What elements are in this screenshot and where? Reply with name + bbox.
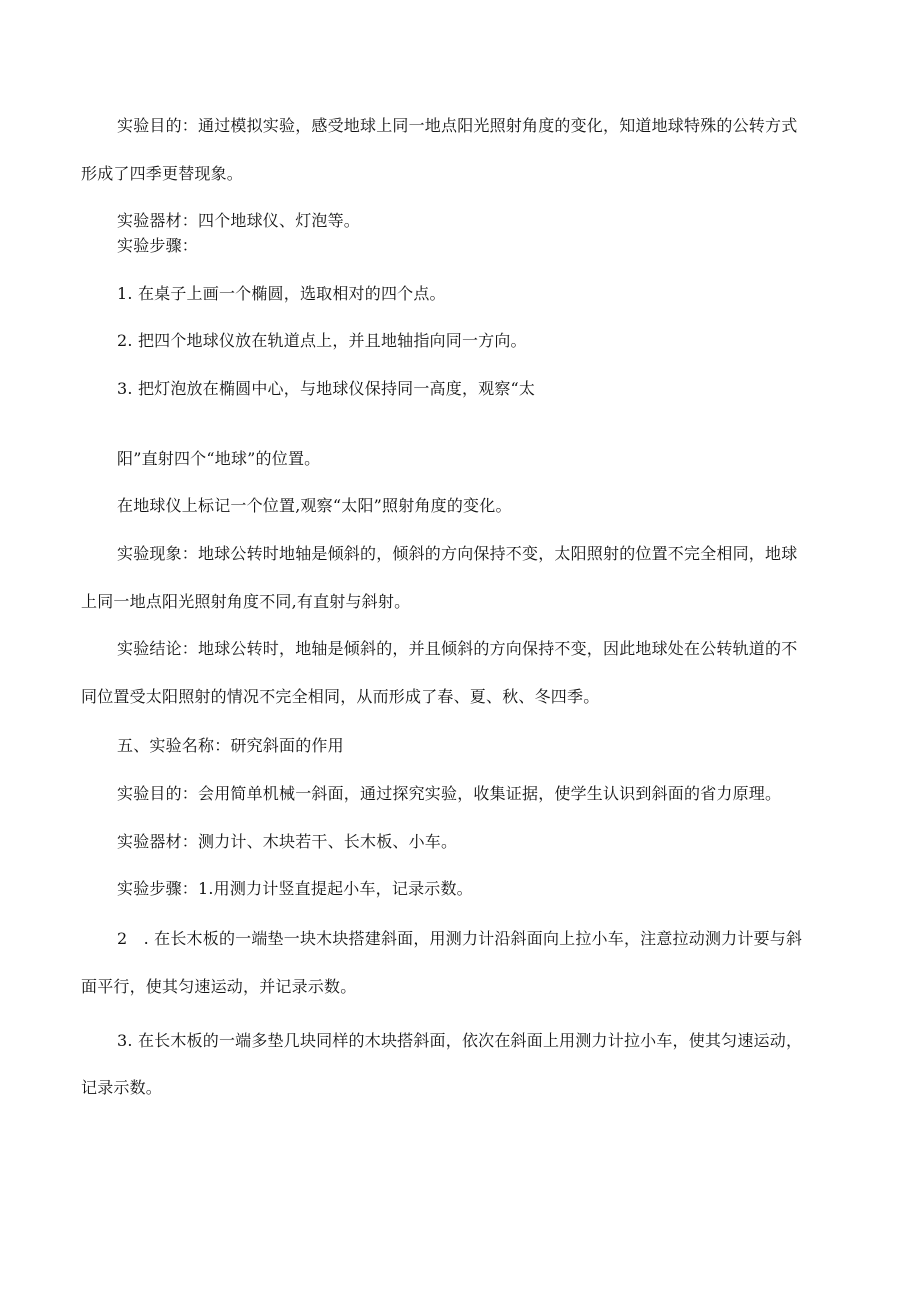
paragraph-line: 实验目的：会用简单机械一斜面，通过探究实验，收集证据，使学生认识到斜面的省力原理。 [117, 784, 782, 803]
list-item: 3. 在长木板的一端多垫几块同样的木块搭斜面，依次在斜面上用测力计拉小车，使其匀速运动， [117, 1031, 803, 1050]
paragraph-line: 实验结论：地球公转时，地轴是倾斜的，并且倾斜的方向保持不变，因此地球处在公转轨道的不 [117, 639, 798, 658]
paragraph-line: 实验步骤：1.用测力计竖直提起小车，记录示数。 [117, 879, 473, 898]
paragraph-line: 面平行，使其匀速运动，并记录示数。 [81, 977, 357, 996]
paragraph-line: 实验步骤： [117, 236, 199, 255]
list-item: 2. 把四个地球仪放在轨道点上，并且地轴指向同一方向。 [117, 331, 527, 350]
paragraph-line: 实验现象：地球公转时地轴是倾斜的，倾斜的方向保持不变，太阳照射的位置不完全相同，地球 [117, 544, 798, 563]
paragraph-line: 在地球仪上标记一个位置,观察“太阳”照射角度的变化。 [117, 496, 512, 515]
paragraph-line: 实验器材：四个地球仪、灯泡等。 [117, 211, 361, 230]
paragraph-line: 实验器材：测力计、木块若干、长木板、小车。 [117, 832, 458, 851]
paragraph-line: 上同一地点阳光照射角度不同,有直射与斜射。 [81, 592, 411, 611]
list-item: 2 . 在长木板的一端垫一块木块搭建斜面，用测力计沿斜面向上拉小车，注意拉动测力计要与斜 [117, 929, 803, 948]
paragraph-line: 同位置受太阳照射的情况不完全相同，从而形成了春、夏、秋、冬四季。 [81, 687, 600, 706]
paragraph-line: 记录示数。 [81, 1078, 163, 1097]
paragraph-line: 实验目的：通过模拟实验，感受地球上同一地点阳光照射角度的变化，知道地球特殊的公转方式 [117, 116, 798, 135]
section-heading: 五、实验名称：研究斜面的作用 [117, 736, 344, 755]
list-item: 3. 把灯泡放在椭圆中心，与地球仪保持同一高度，观察“太 [117, 379, 536, 398]
paragraph-line: 阳”直射四个“地球”的位置。 [117, 449, 321, 468]
list-item: 1. 在桌子上画一个椭圆，选取相对的四个点。 [117, 284, 446, 303]
paragraph-line: 形成了四季更替现象。 [81, 164, 244, 183]
